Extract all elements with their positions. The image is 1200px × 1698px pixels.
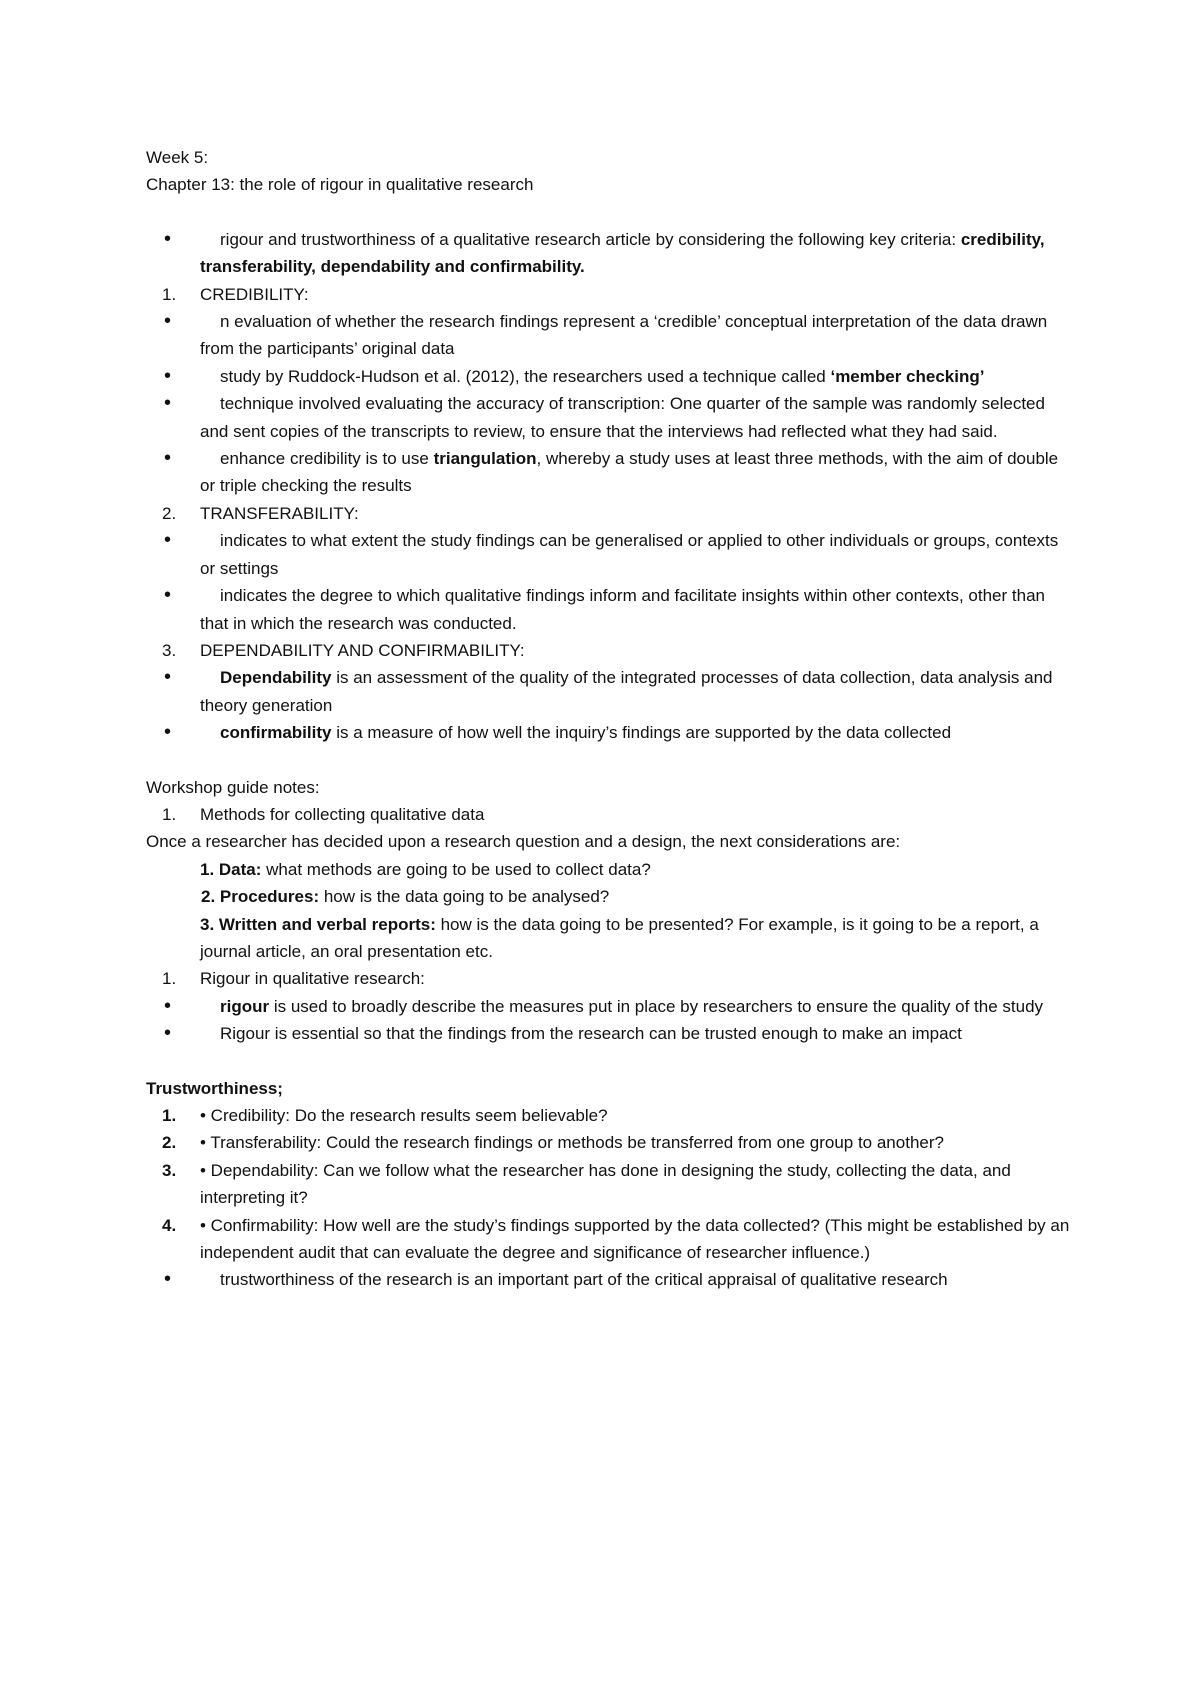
consideration-item [146, 856, 1076, 883]
item-text: • Transferability: Could the research findings or methods be transferred from one group to another? [200, 1133, 944, 1153]
item-text: what methods are going to be used to collect data? [261, 859, 651, 879]
item-text: • Credibility: Do the research results seem believable? [200, 1106, 608, 1125]
bullet-icon: • [164, 1022, 172, 1045]
list-number: 3. [162, 640, 177, 660]
list-number: 3. [162, 1160, 177, 1180]
item-text: how is the data going to be analysed? [319, 887, 610, 907]
list-number: 1. [162, 284, 177, 304]
item-text: Methods for collecting qualitative data [200, 804, 485, 824]
item-text: technique involved evaluating the accuracy of transcription: One quarter of the sample was randomly selected and sent copies of the transcripts to review, to ensure that the interviews had reflected what they had said. [200, 394, 1045, 441]
item-text-post: , whereby a study uses at least three methods, with the aim of double or triple checking the results [200, 449, 1059, 496]
list-number: 1. [162, 969, 177, 989]
section-heading-dependability [146, 637, 1076, 664]
numbered-item [146, 1212, 1076, 1267]
section-title: CREDIBILITY: [200, 284, 309, 304]
item-text: indicates to what extent the study findings can be generalised or applied to other individuals or groups, contexts or settings [200, 531, 1059, 578]
bullet-icon: • [164, 666, 172, 689]
numbered-item [146, 1129, 1076, 1156]
item-text: trustworthiness of the research is an important part of the critical appraisal of qualitative research [220, 1270, 948, 1290]
item-text: enhance credibility is to use [220, 449, 434, 469]
item-bold-text: triangulation [433, 449, 537, 469]
item-bold-text: confirmability [220, 723, 332, 743]
spacer [146, 747, 1076, 774]
numbered-item [146, 1157, 1076, 1212]
item-text: Rigour in qualitative research: [200, 969, 425, 989]
spacer [146, 199, 1076, 226]
section-heading-credibility [146, 281, 1076, 308]
bullet-icon: • [164, 447, 172, 470]
item-text: • Confirmability: How well are the study’s findings supported by the data collected? (This might be established by an independent audit that can evaluate the degree and significance of researcher influence.) [200, 1215, 1070, 1263]
bullet-icon: • [164, 529, 172, 552]
workshop-heading: Workshop guide notes: [146, 777, 320, 797]
list-item [146, 363, 1076, 390]
item-text: Rigour is essential so that the findings from the research can be trusted enough to make an impact [220, 1024, 962, 1044]
consideration-item [146, 911, 1076, 966]
list-item [146, 226, 1076, 281]
bullet-icon: • [164, 1268, 172, 1291]
item-bold-text: credibility, transferability, dependability and confirmability. [200, 229, 1045, 277]
item-text-post: is an assessment of the quality of the integrated processes of data collection, data analysis and theory generation [200, 668, 1053, 715]
list-item [146, 664, 1076, 719]
chapter-heading: Chapter 13: the role of rigour in qualitative research [146, 175, 534, 195]
list-number: 2. [162, 503, 177, 523]
list-item [146, 1020, 1076, 1047]
bullet-icon: • [164, 227, 172, 250]
bullet-icon: • [164, 392, 172, 415]
paragraph: Once a researcher has decided upon a research question and a design, the next considerations are: [146, 832, 901, 852]
item-text-post: is used to broadly describe the measures put in place by researchers to ensure the quality of the study [269, 996, 1044, 1016]
numbered-item [146, 1102, 1076, 1129]
item-text: how is the data going to be presented? For example, is it going to be a report, a journal article, an oral presentation etc. [200, 914, 1039, 961]
list-item [146, 1266, 1076, 1293]
list-item [146, 719, 1076, 746]
list-number: 2. [162, 1133, 177, 1153]
trustworthiness-heading: Trustworthiness; [146, 1078, 283, 1098]
document-body [146, 144, 1076, 1294]
bullet-icon: • [164, 721, 172, 744]
list-item [146, 390, 1076, 445]
item-text: rigour and trustworthiness of a qualitative research article by considering the following key criteria: [220, 229, 961, 249]
item-text-post: is a measure of how well the inquiry’s findings are supported by the data collected [331, 723, 952, 743]
list-item [146, 527, 1076, 582]
list-number: 1. [162, 1106, 177, 1125]
bullet-icon: • [164, 994, 172, 1017]
week-heading: Week 5: [146, 148, 209, 167]
section-heading-transferability [146, 500, 1076, 527]
item-bold-text: Dependability [220, 668, 332, 688]
bullet-icon: • [164, 310, 172, 333]
item-text: n evaluation of whether the research findings represent a ‘credible’ conceptual interpretation of the data drawn from the participants’ original data [200, 312, 1048, 359]
item-text: indicates the degree to which qualitative findings inform and facilitate insights within other contexts, other than that in which the research was conducted. [200, 586, 1045, 633]
bullet-icon: • [164, 364, 172, 387]
bullet-icon: • [164, 584, 172, 607]
item-text: study by Ruddock-Hudson et al. (2012), the researchers used a technique called [220, 366, 831, 386]
item-text: • Dependability: Can we follow what the researcher has done in designing the study, collecting the data, and interpreting it? [200, 1160, 1011, 1208]
list-item [146, 445, 1076, 500]
item-bold-text: ‘member checking’ [830, 366, 985, 386]
consideration-item [146, 883, 1076, 910]
list-number: 1. [162, 804, 177, 824]
item-bold-text: 2. Procedures: [201, 887, 320, 907]
list-number: 4. [162, 1215, 177, 1235]
numbered-item [146, 965, 1076, 992]
list-item [146, 582, 1076, 637]
list-item [146, 993, 1076, 1020]
list-item [146, 308, 1076, 363]
numbered-item [146, 801, 1076, 828]
spacer [146, 1048, 1076, 1075]
item-bold-text: 1. Data: [200, 859, 262, 879]
item-bold-text: 3. Written and verbal reports: [200, 914, 436, 934]
item-bold-text: rigour [220, 996, 270, 1016]
section-title: DEPENDABILITY AND CONFIRMABILITY: [200, 640, 525, 660]
section-title: TRANSFERABILITY: [200, 503, 359, 523]
